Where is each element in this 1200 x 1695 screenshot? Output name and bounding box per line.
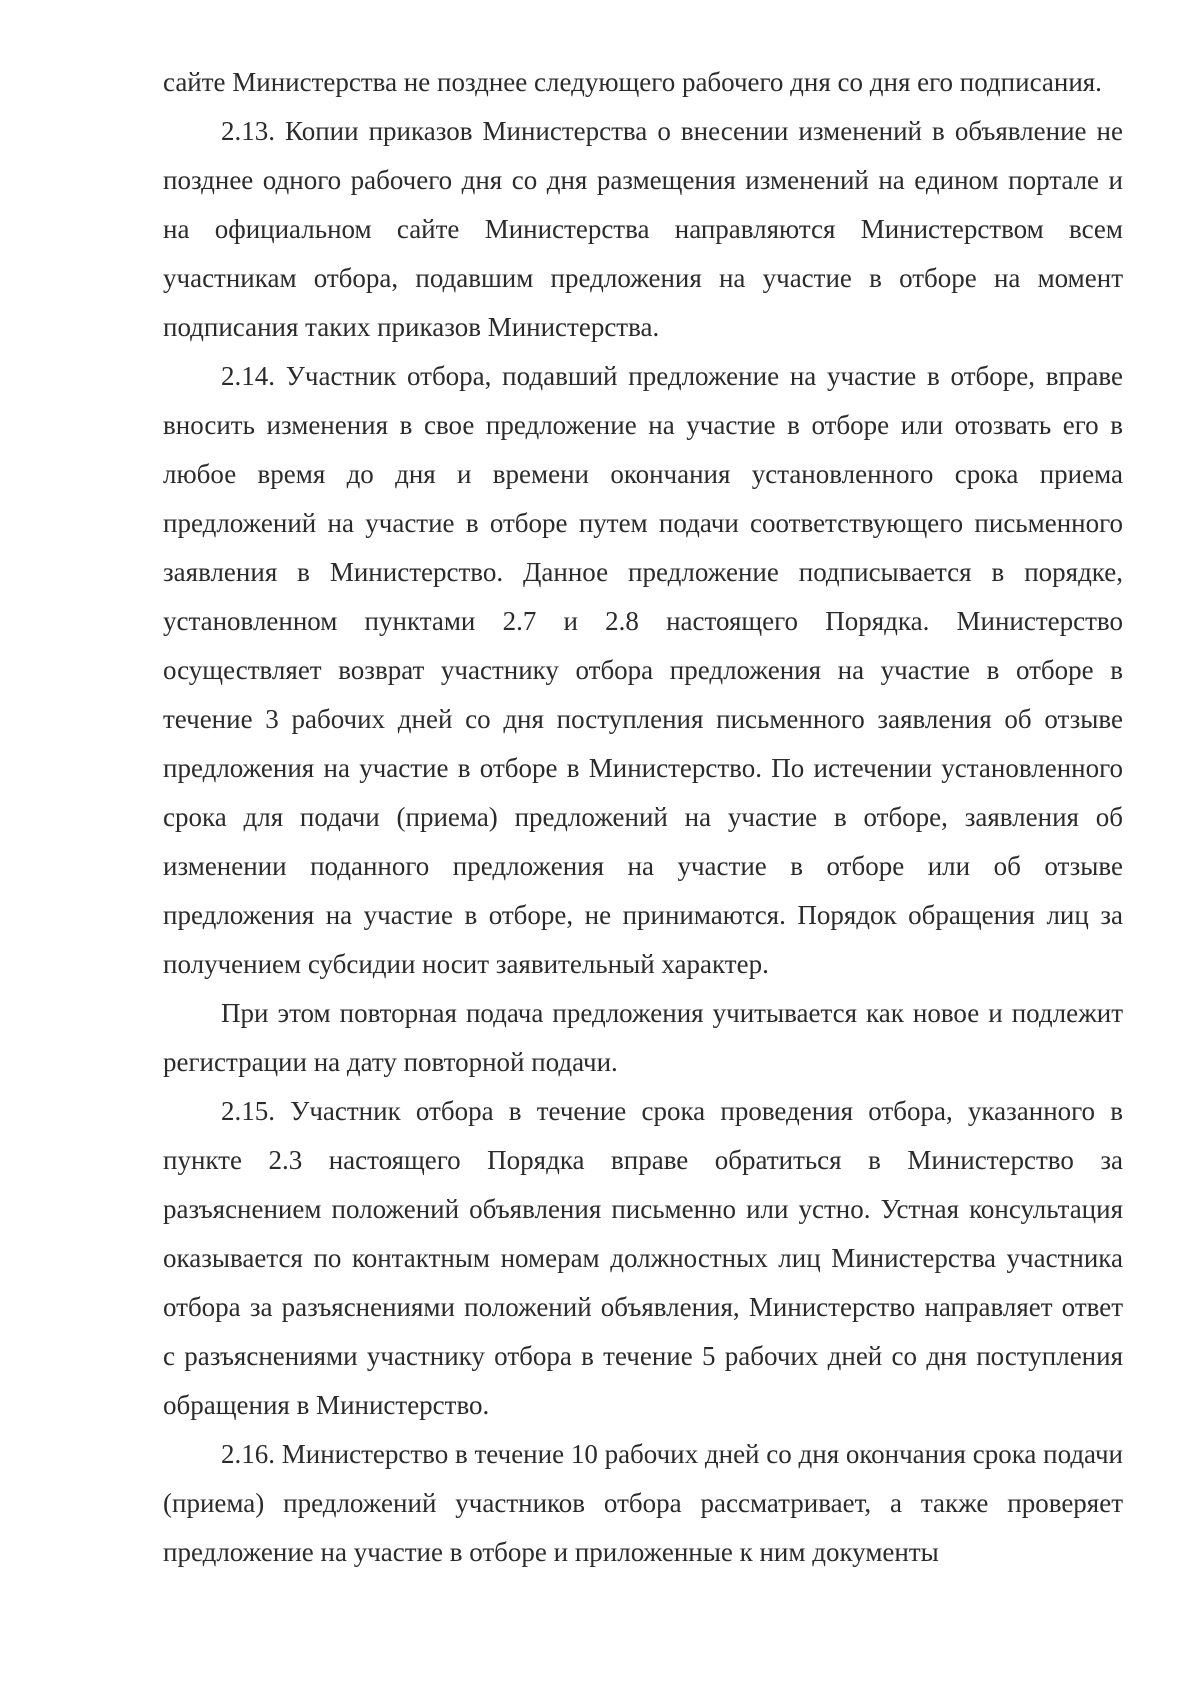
paragraph-continuation: сайте Министерства не позднее следующего рабочего дня со дня его подписания. <box>163 67 1102 97</box>
paragraph-2-13: 2.13. Копии приказов Министерства о внесении изменений в объявление не позднее одного рабочего дня со дня размещения изменений на едином портале и на официальном сайте Министерства направляются Министерством всем участникам отбора, подавшим предложения на участие в отборе на момент подписания таких приказов Министерства. <box>163 116 1123 342</box>
document-body <box>163 58 1123 1577</box>
paragraph-2-14: 2.14. Участник отбора, подавший предложение на участие в отборе, вправе вносить изменения в свое предложение на участие в отборе или отозвать его в любое время до дня и времени окончания установленного срока приема предложений на участие в отборе путем подачи соответствующего письменного заявления в Министерство. Данное предложение подписывается в порядке, установленном пунктами 2.7 и 2.8 настоящего Порядка. Министерство осуществляет возврат участнику отбора предложения на участие в отборе в течение 3 рабочих дней со дня поступления письменного заявления об отзыве предложения на участие в отборе в Министерство. По истечении установленного срока для подачи (приема) предложений на участие в отборе, заявления об изменении поданного предложения на участие в отборе или об отзыве предложения на участие в отборе, не принимаются. Порядок обращения лиц за получением субсидии носит заявительный характер. <box>163 361 1123 979</box>
paragraph-2-16: 2.16. Министерство в течение 10 рабочих дней со дня окончания срока подачи (приема) предложений участников отбора рассматривает, а также проверяет предложение на участие в отборе и приложенные к ним документы <box>163 1439 1123 1567</box>
paragraph-repeat-submission: При этом повторная подача предложения учитывается как новое и подлежит регистрации на дату повторной подачи. <box>163 998 1123 1077</box>
paragraph-2-15: 2.15. Участник отбора в течение срока проведения отбора, указанного в пункте 2.3 настоящего Порядка вправе обратиться в Министерство за разъяснением положений объявления письменно или устно. Устная консультация оказывается по контактным номерам должностных лиц Министерства участника отбора за разъяснениями положений объявления, Министерство направляет ответ с разъяснениями участнику отбора в течение 5 рабочих дней со дня поступления обращения в Министерство. <box>163 1096 1123 1420</box>
